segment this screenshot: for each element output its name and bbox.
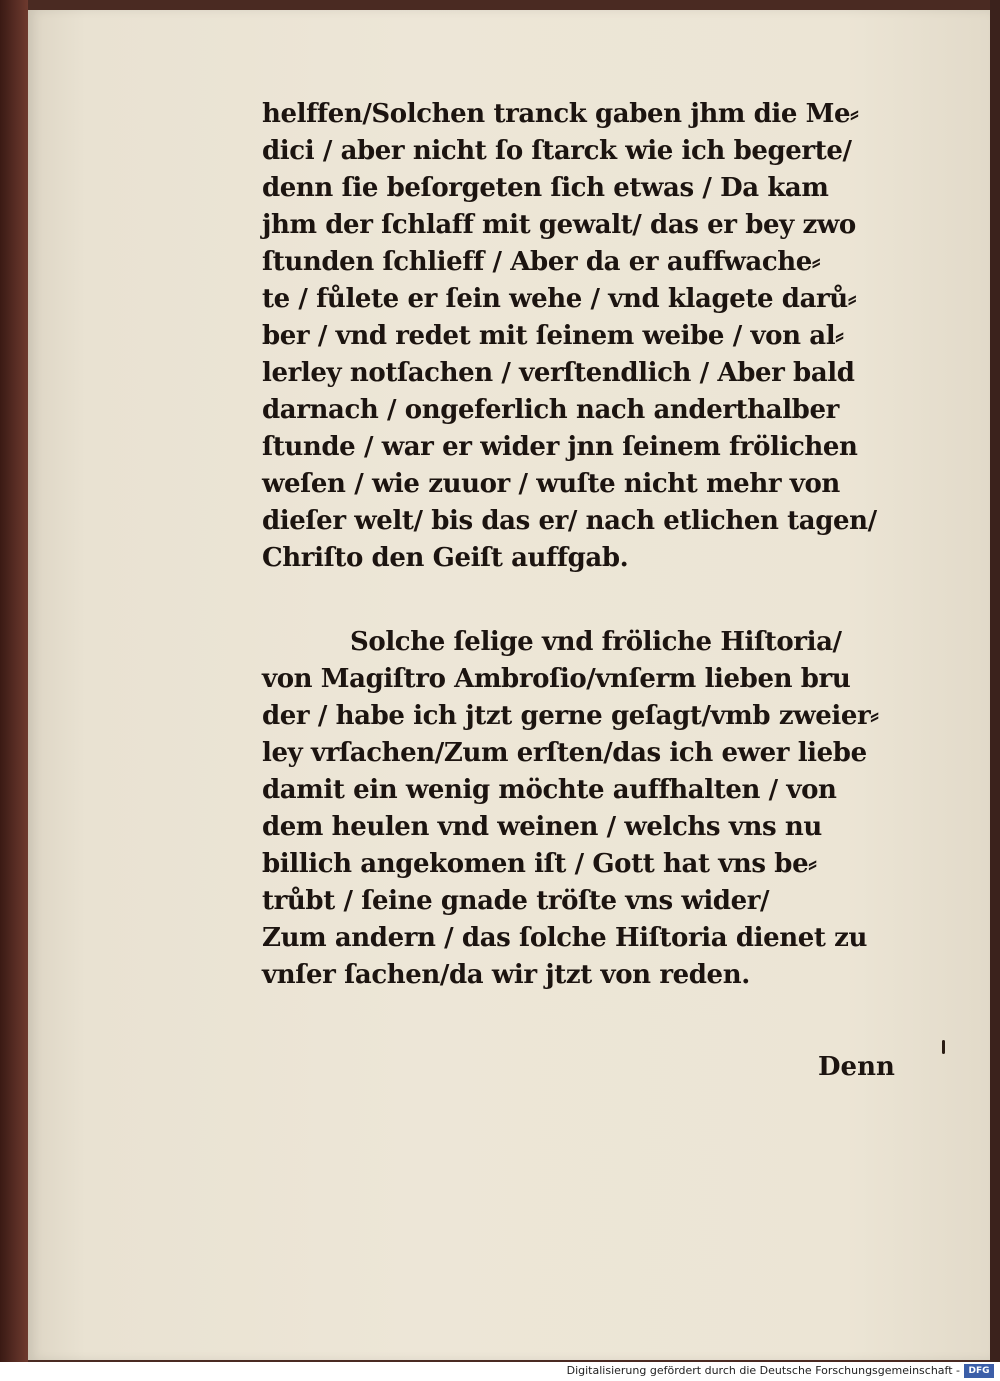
text-line: vnſer ſachen/da wir jtzt von reden.: [262, 960, 750, 990]
text-line: denn ſie beſorgeten ſich etwas / Da kam: [262, 173, 829, 203]
text-line: der / habe ich jtzt gerne geſagt/vmb zweier⸗: [262, 701, 879, 731]
text-line: ber / vnd redet mit ſeinem weibe / von al⸗: [262, 321, 844, 351]
text-line: ſtunden ſchlieff / Aber da er auffwache⸗: [262, 247, 821, 277]
text-line: dieſer welt/ bis das er/ nach etlichen tagen/: [262, 506, 877, 536]
text-line: damit ein wenig möchte auffhalten / von: [262, 775, 837, 805]
text-line: ley vrſachen/Zum erſten/das ich ewer liebe: [262, 738, 867, 768]
text-line: trůbt / ſeine gnade tröſte vns wider/: [262, 886, 770, 916]
funding-credit: Digitalisierung gefördert durch die Deutsche Forschungsgemeinschaft -: [566, 1364, 960, 1377]
text-line: billich angekomen iſt / Gott hat vns be⸗: [262, 849, 817, 879]
catchword: Denn: [818, 1052, 895, 1082]
book-right-edge: [990, 0, 1000, 1362]
text-line: dici / aber nicht ſo ſtarck wie ich begerte/: [262, 136, 852, 166]
text-line: lerley notſachen / verſtendlich / Aber bald: [262, 358, 855, 388]
dfg-logo[interactable]: DFG: [964, 1364, 994, 1378]
text-line: darnach / ongeferlich nach anderthalber: [262, 395, 839, 425]
text-line: dem heulen vnd weinen / welchs vns nu: [262, 812, 822, 842]
text-line: ſtunde / war er wider jnn ſeinem frölichen: [262, 432, 858, 462]
footer-bar: [0, 1362, 1000, 1381]
book-spine-edge: [0, 0, 28, 1362]
text-line: Zum andern / das ſolche Hiſtoria dienet zu: [262, 923, 867, 953]
paragraph-start-line: Solche ſelige vnd fröliche Hiſtoria/: [350, 627, 842, 657]
text-line: jhm der ſchlaff mit gewalt/ das er bey zwo: [262, 210, 856, 240]
text-line: te / fůlete er ſein wehe / vnd klagete darů⸗: [262, 284, 857, 314]
text-line: von Magiſtro Ambroſio/vnſerm lieben bru: [262, 664, 851, 694]
ink-mark: [942, 1040, 945, 1054]
text-line: weſen / wie zuuor / wuſte nicht mehr von: [262, 469, 840, 499]
text-line: Chriſto den Geiſt auffgab.: [262, 543, 629, 573]
text-line: helffen/Solchen tranck gaben jhm die Me⸗: [262, 99, 859, 129]
